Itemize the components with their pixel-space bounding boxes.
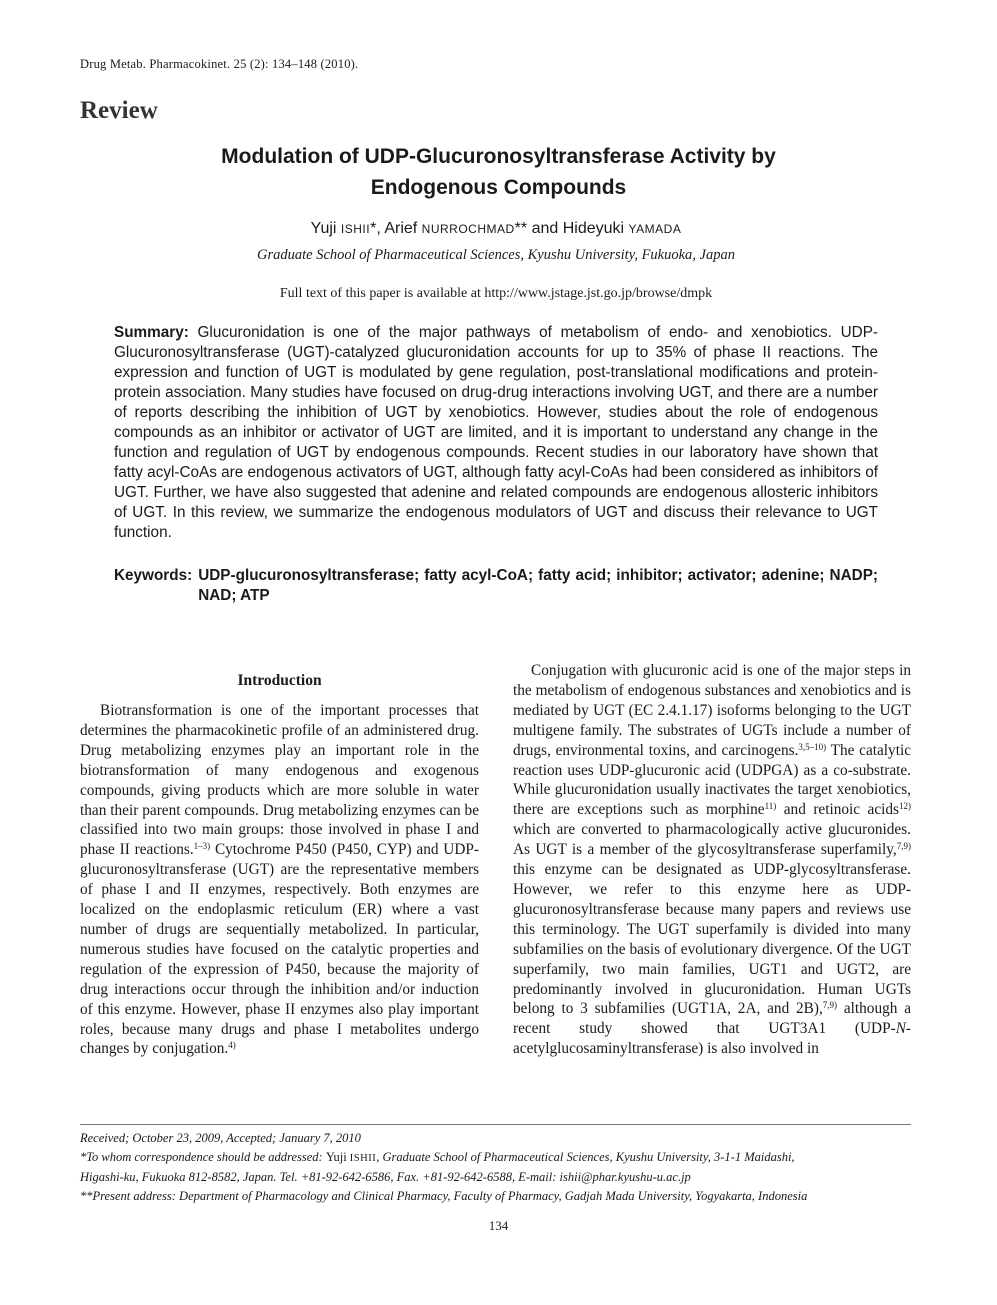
present-address-line: **Present address: Department of Pharmacology and Clinical Pharmacy, Faculty of Pharmacy, Gadjah Mada University, Yogyakarta, Indonesia [80, 1189, 808, 1203]
author-2-last: NURROCHMAD [421, 222, 515, 236]
reference-mark: 7,9) [822, 1000, 838, 1011]
article-title [150, 141, 847, 203]
correspondence-line-1 [80, 1148, 911, 1168]
reference-mark: 12) [899, 801, 911, 812]
text: Biotransformation is one of the important processes that determines the pharmacokinetic profile of an administered drug. Drug metabolizing enzymes play an important role in the biotransformation of many endogenous and exogenous compounds, giving products which are more soluble in water than their parent compounds. Drug metabolizing enzymes can be classified into two main groups: those involved in phase I and phase II reactions. [80, 702, 479, 859]
author-2-first: Arief [384, 220, 422, 237]
text: *To whom correspondence should be addressed: [80, 1150, 326, 1164]
author-1-last: ISHII [340, 222, 371, 236]
text: -acetylglucosaminyltransferase) is also involved in [513, 1020, 911, 1058]
intro-paragraph-2 [513, 661, 911, 1059]
text: Cytochrome P450 (P450, CYP) and UDP-glucuronosyltransferase (UGT) are the representative members of phase I and II enzymes, respectively. Both enzymes are localized on the endoplasmic reticulum (ER) where a vast number of drugs are sequentially metabolized. In particular, numerous studies have focused on the catalytic properties and regulation of the expression of P450, because the majority of drug interactions occur through the inhibition and/or induction of this enzyme. However, phase II enzymes also play important roles, because many drugs and phase I metabolites undergo changes by conjugation. [80, 841, 480, 1058]
intro-paragraph-1 [80, 701, 479, 1059]
text: and retinoic acids [776, 801, 899, 819]
author-2-mark: ** [514, 220, 532, 237]
italic-n: N [895, 1020, 906, 1038]
correspondence-line-2: Higashi-ku, Fukuoka 812-8582, Japan. Tel. +81-92-642-6586, Fax. +81-92-642-6588, E-mail: ishii@phar.kyushu-u.ac.jp [80, 1170, 691, 1184]
summary-text: Glucuronidation is one of the major pathways of metabolism of endo- and xenobiotics. UDP-Glucuronosyltransferase (UGT)-catalyzed glucuronidation accounts for up to 35% of phase II reactions. The expression and function of UGT is modulated by gene regulation, post-translational modifications and protein-protein association. Many studies have focused on drug-drug interactions involving UGT, and there are a number of reports describing the inhibition of UGT by xenobiotics. However, studies about the role of endogenous compounds as an inhibitor or activator of UGT are limited, and it is important to understand any change in the function and regulation of UGT by endogenous compounds. Recent studies in our laboratory have shown that fatty acyl-CoAs are endogenous activators of UGT, although fatty acyl-CoAs had been considered as inhibitors of UGT. Further, we have also suggested that adenine and related compounds are endogenous allosteric inhibitors of UGT. In this review, we summarize the endogenous modulators of UGT and discuss their relevance to UGT function. [114, 324, 878, 541]
page-number: 134 [488, 1218, 509, 1233]
introduction-heading: Introduction [237, 672, 322, 689]
author-connector: and [531, 220, 563, 237]
left-column [80, 701, 479, 1059]
keywords-label: Keywords: [114, 567, 193, 584]
received-line: Received; October 23, 2009, Accepted; January 7, 2010 [80, 1131, 361, 1145]
text: ISHII [349, 1153, 377, 1164]
title-line-1: Modulation of UDP-Glucuronosyltransferase Activity by [221, 145, 776, 168]
right-column [513, 661, 911, 1059]
journal-citation: Drug Metab. Pharmacokinet. 25 (2): 134–148 (2010). [80, 57, 359, 71]
summary-block [114, 323, 878, 543]
author-1-mark: *, [370, 220, 385, 237]
reference-mark: 3,5–10) [798, 741, 827, 752]
affiliation: Graduate School of Pharmaceutical Sciences, Kyushu University, Fukuoka, Japan [257, 247, 735, 263]
text: Conjugation with glucuronic acid is one of the major steps in the metabolism of endogenous substances and xenobiotics and is mediated by UGT (EC 2.4.1.17) isoforms belonging to the UGT multigene family. The substrates of UGTs include a number of drugs, environmental toxins, and carcinogens. [513, 662, 911, 759]
text: The catalytic reaction uses UDP-glucuronic acid (UDPGA) as a co-substrate. While glucuronidation usually inactivates the target xenobiotics, there are exceptions such as morphine [513, 741, 911, 819]
full-text-note: Full text of this paper is available at http://www.jstage.jst.go.jp/browse/dmpk [279, 286, 713, 301]
text: which are converted to pharmacologically active glucuronides. As UGT is a member of the glycosyltransferase superfamily, [513, 821, 911, 859]
summary-label: Summary: [114, 324, 189, 341]
reference-mark: 1–3) [193, 841, 211, 852]
title-line-2: Endogenous Compounds [370, 176, 627, 199]
text: this enzyme can be designated as UDP-glycosyltransferase. However, we refer to this enzyme here as UDP-glucuronosyltransferase because many papers and reviews use this terminology. The UGT superfamily is divided into many subfamilies on the basis of evolutionary divergence. Of the UGT superfamily, two main families, UGT1 and UGT2, are predominantly involved in glucuronidation. Human UGTs belong to 3 subfamilies (UGT1A, 2A, and 2B), [513, 861, 911, 1018]
author-3-last: YAMADA [628, 222, 682, 236]
author-1-first: Yuji [310, 220, 341, 237]
keywords-block [114, 566, 878, 606]
keywords-text: UDP-glucuronosyltransferase; fatty acyl-CoA; fatty acid; inhibitor; activator; adenine; NADP; NAD; ATP [198, 567, 878, 604]
text: Yuji [325, 1150, 350, 1164]
reference-mark: 11) [764, 801, 777, 812]
section-label: Review [80, 97, 158, 124]
text: , Graduate School of Pharmaceutical Sciences, Kyushu University, 3-1-1 Maidashi, [376, 1150, 795, 1164]
author-3-first: Hideyuki [562, 220, 629, 237]
footnote-divider [80, 1124, 911, 1125]
text: although a recent study showed that UGT3A1 (UDP- [513, 1000, 911, 1038]
reference-mark: 7,9) [896, 841, 911, 852]
author-list [80, 220, 912, 238]
footnotes [80, 1129, 911, 1206]
reference-mark: 4) [228, 1040, 236, 1051]
